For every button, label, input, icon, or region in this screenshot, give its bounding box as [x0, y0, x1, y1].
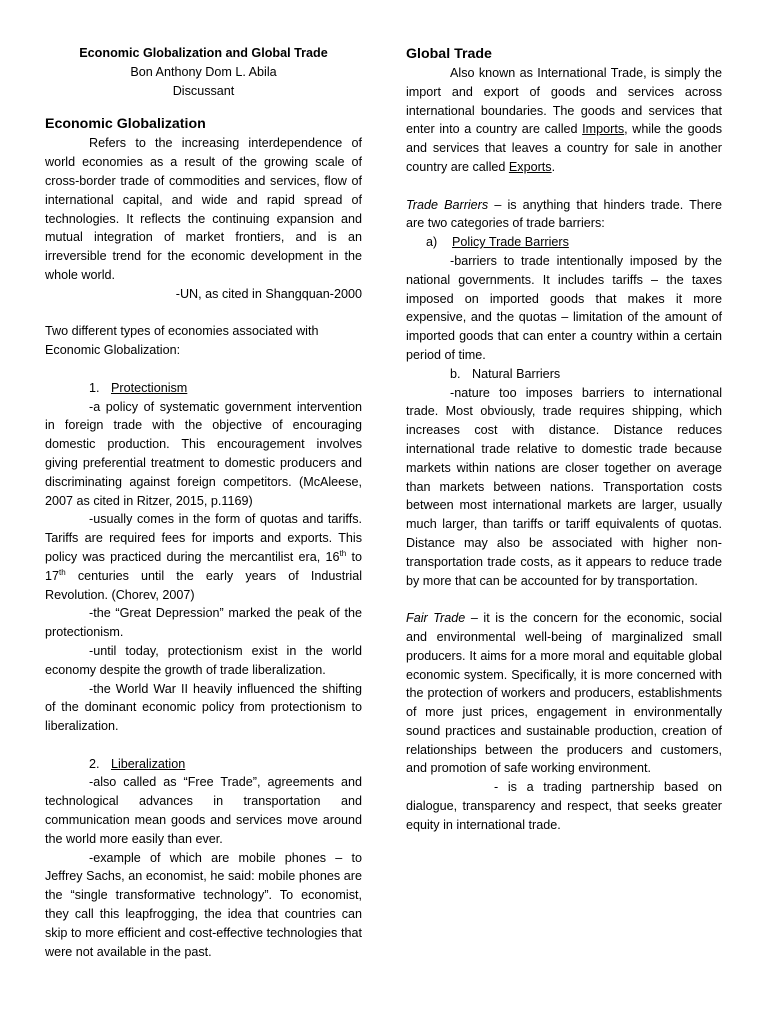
- protectionism-p2: -usually comes in the form of quotas and tariffs. Tariffs are required fees for imports and exports. This policy was practiced during the mercantilist era, 16th to 17th centuries until the early years of Industrial Revolution. (Chorev, 2007): [45, 512, 362, 602]
- item-number: 1.: [89, 380, 100, 395]
- trade-barriers-definition: Trade Barriers – is anything that hinders trade. There are two categories of trade barriers:: [406, 197, 722, 231]
- protectionism-label: Protectionism: [111, 380, 188, 395]
- author-name: Bon Anthony Dom L. Abila: [130, 64, 277, 79]
- protectionism-p3: -the “Great Depression” marked the peak of the protectionism.: [45, 606, 362, 640]
- policy-barriers-label: Policy Trade Barriers: [452, 235, 569, 250]
- exports-term: Exports: [508, 159, 552, 174]
- protectionism-item: [45, 379, 362, 398]
- global-trade-definition: Also known as International Trade, is simply the import and export of goods and services across international boundaries. The goods and services that enter into a country are called Imports, while the goods and services that leaves a country for sale in another country are called Exports.: [406, 66, 722, 174]
- liberalization-item: [45, 755, 362, 774]
- fair-trade-term: Fair Trade: [406, 611, 466, 626]
- natural-barriers-label: Natural Barriers: [472, 366, 561, 381]
- types-intro: Two different types of economies associated with Economic Globalization:: [45, 324, 319, 358]
- global-trade-heading: Global Trade: [406, 46, 492, 62]
- protectionism-p5: -the World War II heavily influenced the shifting of the dominant economic policy from protectionism to liberalization.: [45, 681, 362, 734]
- liberalization-label: Liberalization: [111, 756, 186, 771]
- trade-barriers-term: Trade Barriers: [406, 197, 489, 212]
- natural-barriers-item: b. Natural Barriers: [450, 366, 561, 381]
- liberalization-p2: -example of which are mobile phones – to Jeffrey Sachs, an economist, he said: mobile phones are the “single transformative technology”. To economist, they call this leapfrogging, the idea that countries can skip to more efficient and cost-effective technologies that were not available in the past.: [45, 850, 362, 959]
- author-role: Discussant: [172, 83, 235, 98]
- policy-barriers-text: -barriers to trade intentionally imposed by the national governments. It includes tariffs – the taxes imposed on imported goods that makes it more expensive, and the quotas – limitation of the amount of imported goods that can enter a country within a certain period of time.: [406, 253, 722, 362]
- document-title: Economic Globalization and Global Trade: [79, 46, 328, 60]
- fair-trade-definition-2: - is a trading partnership based on dialogue, transparency and respect, that seeks greater equity in international trade.: [406, 780, 722, 832]
- imports-term: Imports: [582, 122, 625, 137]
- item-number: 2.: [89, 756, 100, 771]
- liberalization-p1: -also called as “Free Trade”, agreements and technological advances in transportation and communication mean goods and services move around the world more easily than ever.: [45, 775, 362, 846]
- definition-citation: -UN, as cited in Shangquan-2000: [175, 286, 362, 301]
- policy-barriers-item: a) Policy Trade Barriers: [426, 235, 569, 250]
- protectionism-p4: -until today, protectionism exist in the world economy despite the growth of trade liberalization.: [45, 643, 362, 677]
- natural-barriers-text: -nature too imposes barriers to international trade. Most obviously, trade requires shipping, which increases cost with distance. Distance reduces international trade relative to domestic trade because markets within nations are closer together on average than markets between nations. Transportation costs between most international markets are larger, usually much larger, than tariffs or tariff equivalents of quotas. Distance may also be associated with higher non-transportation trade costs, as it appears to reduce trade by more that can be accounted for by transportation.: [406, 385, 722, 588]
- protectionism-p1: -a policy of systematic government intervention in foreign trade with the objective of encouraging domestic production. This encouragement involves giving preferential treatment to domestic producers and discriminating against foreign competitors. (McAleese, 2007 as cited in Ritzer, 2015, p.1169): [45, 399, 362, 508]
- fair-trade-definition: Fair Trade – it is the concern for the economic, social and environmental well-being of marginalized small producers. It aims for a more moral and equitable global economic system. Specifically, it is more concerned with the protection of workers and producers, establishments of more just prices, engagement in environmentally sound practices and sustainable production, creation of relationships between the producers and customers, and promotion of safe working environment.: [406, 611, 723, 776]
- left-column: [45, 44, 362, 961]
- economic-globalization-heading: Economic Globalization: [45, 116, 206, 133]
- globalization-definition: Refers to the increasing interdependence of world economies as a result of the growing scale of cross-border trade of commodities and services, flow of international capital, and wide and rapid spread of technologies. It reflects the continuing expansion and mutual integration of market frontiers, and is an irreversible trend for the economic development in the whole world.: [45, 136, 362, 282]
- right-column: [406, 44, 722, 835]
